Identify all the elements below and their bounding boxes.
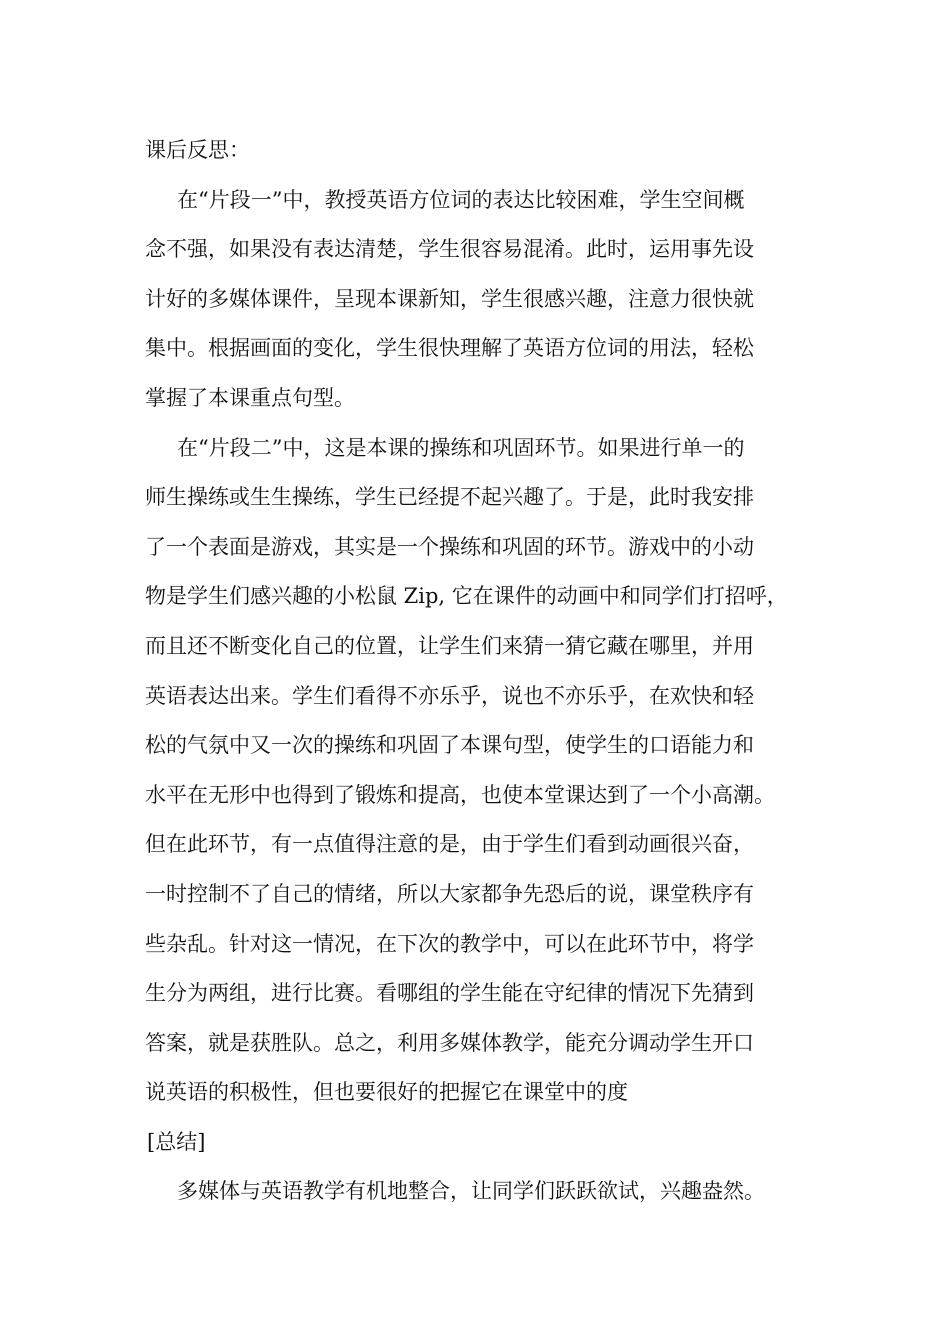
paragraph-line: 些杂乱。针对这一情况，在下次的教学中，可以在此环节中，将学: [145, 931, 754, 956]
paragraph-line: 英语表达出来。学生们看得不亦乐乎，说也不亦乐乎，在欢快和轻: [145, 683, 754, 708]
paragraph-segment-one: [145, 180, 825, 428]
paragraph-line: 集中。根据画面的变化，学生很快理解了英语方位词的用法，轻松: [145, 336, 754, 361]
reflection-heading: 课后反思：: [145, 138, 250, 162]
summary-heading: [总结]: [147, 1129, 206, 1154]
paragraph-line: 念不强，如果没有表达清楚，学生很容易混淆。此时，运用事先设: [145, 237, 754, 262]
paragraph-line: 掌握了本课重点句型。: [145, 385, 355, 410]
paragraph-line: 答案，就是获胜队。总之，利用多媒体教学，能充分调动学生开口: [145, 1030, 754, 1055]
paragraph-line: 松的气氛中又一次的操练和巩固了本课句型，使学生的口语能力和: [145, 733, 754, 758]
paragraph-line: 说英语的积极性，但也要很好的把握它在课堂中的度: [145, 1080, 628, 1105]
paragraph-line: 了一个表面是游戏，其实是一个操练和巩固的环节。游戏中的小动: [145, 534, 754, 559]
paragraph-line: 计好的多媒体课件，呈现本课新知，学生很感兴趣，注意力很快就: [145, 286, 754, 311]
paragraph-line: 但在此环节，有一点值得注意的是，由于学生们看到动画很兴奋，: [145, 832, 754, 857]
paragraph-line: 生分为两组，进行比赛。看哪组的学生能在守纪律的情况下先猜到: [145, 981, 754, 1006]
paragraph-segment-two: [145, 428, 825, 1122]
paragraph-line: 师生操练或生生操练，学生已经提不起兴趣了。于是，此时我安排: [145, 485, 754, 510]
paragraph-line: 在“片段二”中，这是本课的操练和巩固环节。如果进行单一的: [177, 435, 745, 460]
paragraph-line: 而且还不断变化自己的位置，让学生们来猜一猜它藏在哪里，并用: [145, 633, 754, 658]
paragraph-line: 水平在无形中也得到了锻炼和提高，也使本堂课达到了一个小高潮。: [145, 782, 775, 807]
paragraph-line: 物是学生们感兴趣的小松鼠 Zip, 它在课件的动画中和同学们打招呼，: [145, 584, 788, 609]
paragraph-line: 一时控制不了自己的情绪，所以大家都争先恐后的说，课堂秩序有: [145, 881, 754, 906]
summary-text: 多媒体与英语教学有机地整合，让同学们跃跃欲试，兴趣盎然。: [177, 1179, 765, 1204]
paragraph-line: 在“片段一”中，教授英语方位词的表达比较困难，学生空间概: [177, 187, 745, 212]
document-body: [145, 130, 825, 1221]
